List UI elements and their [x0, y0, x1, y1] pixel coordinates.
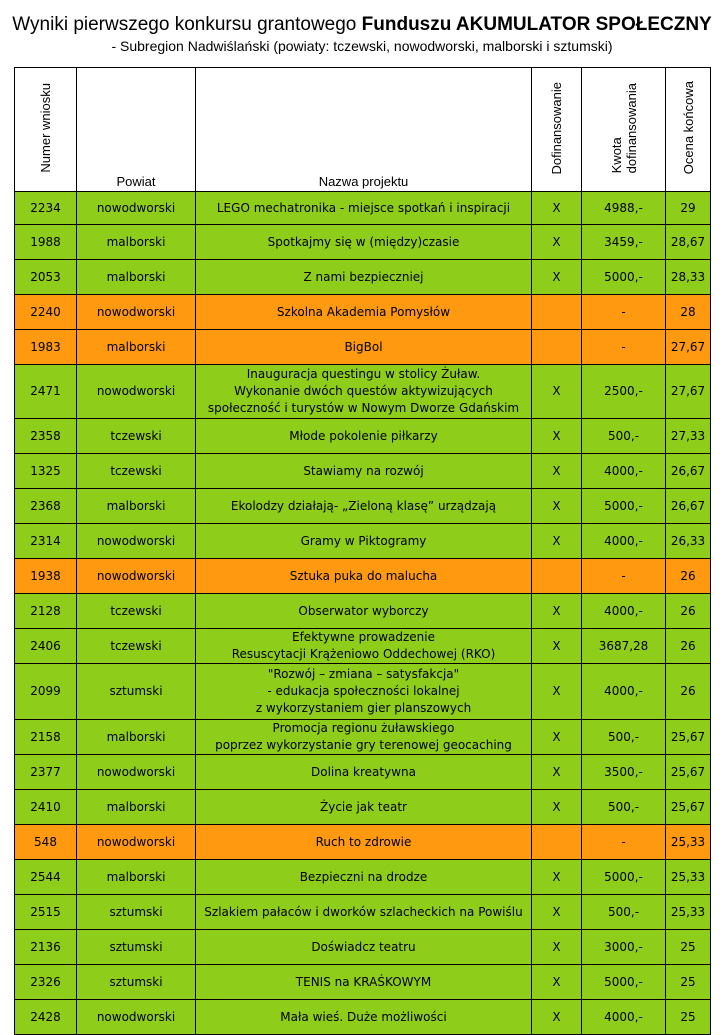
table-body: [15, 192, 711, 1035]
cell-dofinansowanie: X: [532, 192, 582, 225]
table-row: [15, 1000, 711, 1035]
table-row: [15, 559, 711, 594]
cell-nazwa-projektu: Stawiamy na rozwój: [196, 454, 532, 489]
header-kwota-label: [609, 83, 639, 173]
cell-dofinansowanie: X: [532, 720, 582, 755]
table-row: [15, 225, 711, 260]
cell-ocena: 28: [666, 295, 711, 330]
cell-kwota: 2500,-: [582, 365, 666, 419]
cell-numer-wniosku: 2326: [15, 965, 77, 1000]
cell-numer-wniosku: 2136: [15, 930, 77, 965]
cell-numer-wniosku: 2240: [15, 295, 77, 330]
header-ocena-koncowa: [666, 68, 711, 192]
cell-numer-wniosku: 1938: [15, 559, 77, 594]
cell-dofinansowanie: X: [532, 664, 582, 720]
cell-ocena: 26: [666, 559, 711, 594]
cell-ocena: 25,33: [666, 825, 711, 860]
cell-kwota: 500,-: [582, 790, 666, 825]
table-row: [15, 365, 711, 419]
cell-ocena: 25: [666, 930, 711, 965]
cell-dofinansowanie: X: [532, 489, 582, 524]
cell-nazwa-projektu: Doświadcz teatru: [196, 930, 532, 965]
table-row: [15, 454, 711, 489]
cell-nazwa-projektu: Młode pokolenie piłkarzy: [196, 419, 532, 454]
cell-ocena: 26: [666, 594, 711, 629]
cell-dofinansowanie: X: [532, 594, 582, 629]
cell-nazwa-projektu: Efektywne prowadzenie Resuscytacji Krążeniowo Oddechowej (RKO): [196, 629, 532, 664]
table-header-row: [15, 68, 711, 192]
cell-nazwa-projektu: "Rozwój – zmiana – satysfakcja" - edukacja społeczności lokalnej z wykorzystaniem gier planszowych: [196, 664, 532, 720]
cell-ocena: 25: [666, 965, 711, 1000]
header-nazwa-projektu: [196, 68, 532, 192]
cell-ocena: 29: [666, 192, 711, 225]
cell-numer-wniosku: 2314: [15, 524, 77, 559]
cell-numer-wniosku: 2377: [15, 755, 77, 790]
cell-dofinansowanie: [532, 295, 582, 330]
cell-kwota: 3459,-: [582, 225, 666, 260]
header-kwota-line2: dofinansowania: [623, 82, 639, 174]
cell-nazwa-projektu: Szkolna Akademia Pomysłów: [196, 295, 532, 330]
cell-numer-wniosku: 2368: [15, 489, 77, 524]
cell-dofinansowanie: [532, 559, 582, 594]
cell-nazwa-projektu: Mała wieś. Duże możliwości: [196, 1000, 532, 1035]
title-fund-name: Funduszu AKUMULATOR SPOŁECZNY: [361, 14, 712, 35]
cell-dofinansowanie: X: [532, 225, 582, 260]
cell-nazwa-projektu: TENIS na KRAŚKOWYM: [196, 965, 532, 1000]
cell-ocena: 26,33: [666, 524, 711, 559]
cell-dofinansowanie: X: [532, 930, 582, 965]
cell-kwota: 5000,-: [582, 965, 666, 1000]
cell-nazwa-projektu: Spotkajmy się w (między)czasie: [196, 225, 532, 260]
cell-dofinansowanie: X: [532, 860, 582, 895]
cell-ocena: 25,67: [666, 790, 711, 825]
cell-powiat: nowodworski: [77, 559, 196, 594]
cell-numer-wniosku: 2158: [15, 720, 77, 755]
cell-ocena: 27,67: [666, 330, 711, 365]
cell-kwota: 5000,-: [582, 260, 666, 295]
table-row: [15, 330, 711, 365]
cell-ocena: 25,33: [666, 895, 711, 930]
header-powiat-label: Powiat: [116, 174, 156, 189]
cell-dofinansowanie: X: [532, 524, 582, 559]
cell-kwota: 5000,-: [582, 860, 666, 895]
cell-kwota: 4988,-: [582, 192, 666, 225]
cell-nazwa-projektu: Inauguracja questingu w stolicy Żuław. Wykonanie dwóch questów aktywizujących społeczność i turystów w Nowym Dworze Gdańskim: [196, 365, 532, 419]
cell-powiat: malborski: [77, 330, 196, 365]
cell-powiat: sztumski: [77, 930, 196, 965]
cell-nazwa-projektu: Sztuka puka do malucha: [196, 559, 532, 594]
cell-ocena: 25,67: [666, 720, 711, 755]
table-row: [15, 930, 711, 965]
title-prefix: Wyniki pierwszego konkursu grantowego: [12, 14, 362, 35]
table-row: [15, 594, 711, 629]
cell-nazwa-projektu: Życie jak teatr: [196, 790, 532, 825]
cell-numer-wniosku: 2234: [15, 192, 77, 225]
cell-dofinansowanie: X: [532, 790, 582, 825]
table-row: [15, 755, 711, 790]
cell-dofinansowanie: X: [532, 755, 582, 790]
cell-numer-wniosku: 2410: [15, 790, 77, 825]
cell-kwota: 4000,-: [582, 1000, 666, 1035]
cell-dofinansowanie: X: [532, 365, 582, 419]
page-title: [0, 14, 724, 36]
cell-powiat: tczewski: [77, 629, 196, 664]
header-powiat: [77, 68, 196, 192]
cell-nazwa-projektu: Z nami bezpieczniej: [196, 260, 532, 295]
table-row: [15, 790, 711, 825]
cell-nazwa-projektu: Promocja regionu żuławskiego poprzez wykorzystanie gry terenowej geocaching: [196, 720, 532, 755]
cell-powiat: nowodworski: [77, 755, 196, 790]
cell-nazwa-projektu: Szlakiem pałaców i dworków szlacheckich na Powiślu: [196, 895, 532, 930]
cell-nazwa-projektu: Dolina kreatywna: [196, 755, 532, 790]
cell-numer-wniosku: 1983: [15, 330, 77, 365]
table-row: [15, 860, 711, 895]
results-table: [14, 67, 711, 1035]
cell-ocena: 25,67: [666, 755, 711, 790]
table-row: [15, 664, 711, 720]
cell-kwota: -: [582, 330, 666, 365]
header-nazwa-label: Nazwa projektu: [318, 174, 409, 189]
header-ocena-label: Ocena końcowa: [680, 81, 696, 175]
cell-kwota: 3687,28: [582, 629, 666, 664]
header-kwota-dofinansowania: [582, 68, 666, 192]
table-row: [15, 419, 711, 454]
header-dofinansowanie-label: Dofinansowanie: [549, 81, 564, 175]
cell-numer-wniosku: 2053: [15, 260, 77, 295]
cell-kwota: 500,-: [582, 720, 666, 755]
cell-kwota: 3500,-: [582, 755, 666, 790]
cell-dofinansowanie: X: [532, 895, 582, 930]
cell-numer-wniosku: 2471: [15, 365, 77, 419]
cell-nazwa-projektu: Bezpieczni na drodze: [196, 860, 532, 895]
table-row: [15, 965, 711, 1000]
table-row: [15, 295, 711, 330]
cell-powiat: nowodworski: [77, 1000, 196, 1035]
cell-kwota: 4000,-: [582, 664, 666, 720]
cell-powiat: nowodworski: [77, 192, 196, 225]
cell-dofinansowanie: X: [532, 260, 582, 295]
cell-powiat: malborski: [77, 720, 196, 755]
cell-powiat: nowodworski: [77, 825, 196, 860]
header-dofinansowanie: [532, 68, 582, 192]
cell-powiat: nowodworski: [77, 365, 196, 419]
cell-ocena: 25: [666, 1000, 711, 1035]
cell-dofinansowanie: [532, 330, 582, 365]
cell-ocena: 26,67: [666, 454, 711, 489]
cell-kwota: 3000,-: [582, 930, 666, 965]
cell-powiat: malborski: [77, 790, 196, 825]
cell-powiat: malborski: [77, 860, 196, 895]
cell-kwota: -: [582, 295, 666, 330]
cell-numer-wniosku: 1988: [15, 225, 77, 260]
cell-dofinansowanie: [532, 825, 582, 860]
cell-nazwa-projektu: Obserwator wyborczy: [196, 594, 532, 629]
cell-ocena: 26: [666, 629, 711, 664]
table-row: [15, 720, 711, 755]
cell-ocena: 28,33: [666, 260, 711, 295]
cell-ocena: 26,67: [666, 489, 711, 524]
cell-powiat: sztumski: [77, 664, 196, 720]
table-row: [15, 524, 711, 559]
cell-dofinansowanie: X: [532, 1000, 582, 1035]
cell-nazwa-projektu: Ruch to zdrowie: [196, 825, 532, 860]
cell-powiat: tczewski: [77, 594, 196, 629]
cell-ocena: 25,33: [666, 860, 711, 895]
cell-kwota: -: [582, 825, 666, 860]
cell-kwota: 500,-: [582, 419, 666, 454]
cell-powiat: tczewski: [77, 454, 196, 489]
page-subtitle: - Subregion Nadwiślański (powiaty: tczewski, nowodworski, malborski i sztumski): [111, 38, 613, 54]
cell-numer-wniosku: 2128: [15, 594, 77, 629]
cell-powiat: sztumski: [77, 965, 196, 1000]
cell-numer-wniosku: 2544: [15, 860, 77, 895]
cell-kwota: 500,-: [582, 895, 666, 930]
cell-dofinansowanie: X: [532, 419, 582, 454]
table-row: [15, 489, 711, 524]
cell-numer-wniosku: 2515: [15, 895, 77, 930]
header-numer-label: Numer wniosku: [38, 83, 53, 173]
table-row: [15, 192, 711, 225]
cell-powiat: malborski: [77, 260, 196, 295]
cell-ocena: 26: [666, 664, 711, 720]
header-kwota-line1: Kwota: [608, 137, 624, 174]
cell-nazwa-projektu: BigBol: [196, 330, 532, 365]
cell-numer-wniosku: 2406: [15, 629, 77, 664]
cell-dofinansowanie: X: [532, 629, 582, 664]
cell-dofinansowanie: X: [532, 454, 582, 489]
cell-nazwa-projektu: Ekolodzy działają- „Zieloną klasę” urządzają: [196, 489, 532, 524]
cell-ocena: 27,67: [666, 365, 711, 419]
cell-kwota: 4000,-: [582, 594, 666, 629]
cell-kwota: -: [582, 559, 666, 594]
cell-nazwa-projektu: LEGO mechatronika - miejsce spotkań i inspiracji: [196, 192, 532, 225]
table-row: [15, 260, 711, 295]
cell-ocena: 28,67: [666, 225, 711, 260]
cell-powiat: sztumski: [77, 895, 196, 930]
cell-kwota: 4000,-: [582, 454, 666, 489]
cell-ocena: 27,33: [666, 419, 711, 454]
header-numer-wniosku: [15, 68, 77, 192]
cell-kwota: 4000,-: [582, 524, 666, 559]
cell-powiat: malborski: [77, 489, 196, 524]
cell-nazwa-projektu: Gramy w Piktogramy: [196, 524, 532, 559]
cell-powiat: nowodworski: [77, 524, 196, 559]
cell-numer-wniosku: 1325: [15, 454, 77, 489]
cell-kwota: 5000,-: [582, 489, 666, 524]
cell-powiat: tczewski: [77, 419, 196, 454]
cell-numer-wniosku: 548: [15, 825, 77, 860]
cell-powiat: nowodworski: [77, 295, 196, 330]
table-row: [15, 629, 711, 664]
table-row: [15, 825, 711, 860]
cell-numer-wniosku: 2358: [15, 419, 77, 454]
cell-numer-wniosku: 2099: [15, 664, 77, 720]
cell-powiat: malborski: [77, 225, 196, 260]
cell-dofinansowanie: X: [532, 965, 582, 1000]
table-row: [15, 895, 711, 930]
cell-numer-wniosku: 2428: [15, 1000, 77, 1035]
